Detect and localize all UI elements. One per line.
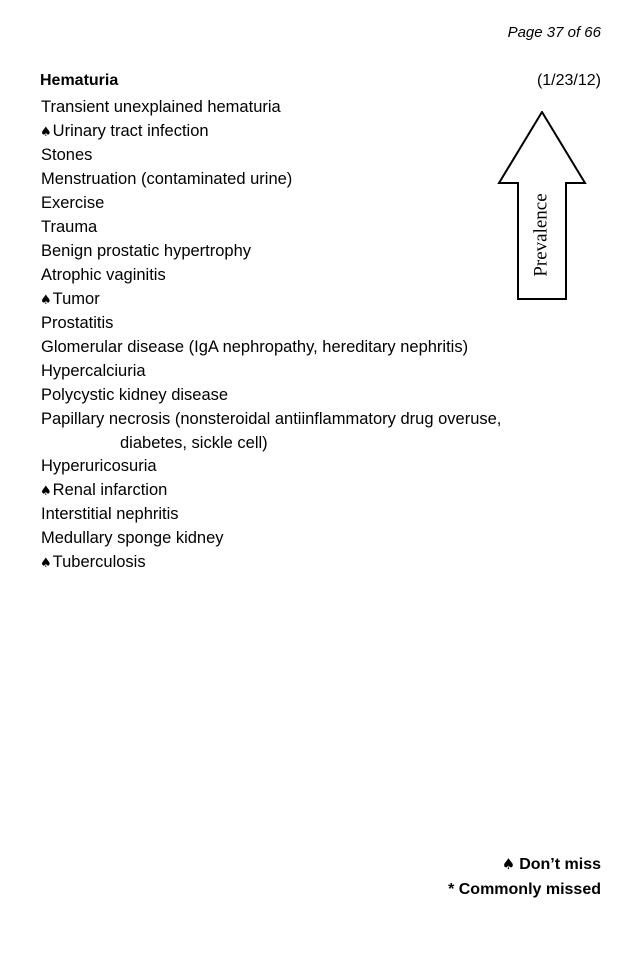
page-title: Hematuria <box>40 72 119 89</box>
list-item-label: Hyperuricosuria <box>41 457 157 475</box>
list-item <box>40 360 610 384</box>
list-item-label: Medullary sponge kidney <box>41 529 224 547</box>
spade-icon: ♠ <box>40 293 52 308</box>
list-item-label: Renal infarction <box>52 481 168 499</box>
prevalence-label <box>524 180 560 290</box>
spade-icon: ♠ <box>40 556 52 571</box>
page-number: Page 37 of 66 <box>507 24 601 41</box>
list-item-label: Benign prostatic hypertrophy <box>41 242 252 260</box>
list-item-label: Tumor <box>52 290 100 308</box>
legend-commonly-missed: * Commonly missed <box>448 881 601 898</box>
list-item <box>40 312 610 336</box>
list-item-label: Urinary tract infection <box>52 122 209 140</box>
list-item-continuation: diabetes, sickle cell) <box>120 434 268 452</box>
list-item <box>40 503 610 527</box>
list-item-label: Trauma <box>41 218 98 236</box>
list-item-label: Prostatitis <box>41 314 114 332</box>
list-item-label: Transient unexplained hematuria <box>41 98 281 116</box>
spade-icon: ♠ <box>40 125 52 140</box>
list-item <box>40 408 610 455</box>
list-item <box>40 551 610 575</box>
list-item <box>40 336 610 360</box>
list-item-label: Menstruation (contaminated urine) <box>41 170 293 188</box>
list-item-label: Interstitial nephritis <box>41 505 179 523</box>
spade-icon: ♠ <box>501 855 516 873</box>
list-item-label: Hypercalciuria <box>41 362 146 380</box>
list-item-label: Tuberculosis <box>52 553 146 571</box>
legend <box>448 852 601 902</box>
list-item <box>40 527 610 551</box>
list-item-label: Atrophic vaginitis <box>41 266 166 284</box>
list-item-label: Glomerular disease (IgA nephropathy, hereditary nephritis) <box>41 338 469 356</box>
list-item <box>40 455 610 479</box>
list-item-label: Stones <box>41 146 93 164</box>
list-item-label: Exercise <box>41 194 105 212</box>
list-item <box>40 384 610 408</box>
list-item <box>40 479 610 503</box>
spade-icon: ♠ <box>40 484 52 499</box>
prevalence-label-text: Prevalence <box>531 193 552 277</box>
list-item-label: Papillary necrosis (nonsteroidal antiinflammatory drug overuse, <box>41 410 502 428</box>
legend-dont-miss-label: Don’t miss <box>519 856 601 873</box>
page-date: (1/23/12) <box>536 72 601 89</box>
list-item-label: Polycystic kidney disease <box>41 386 229 404</box>
legend-dont-miss <box>448 852 601 877</box>
